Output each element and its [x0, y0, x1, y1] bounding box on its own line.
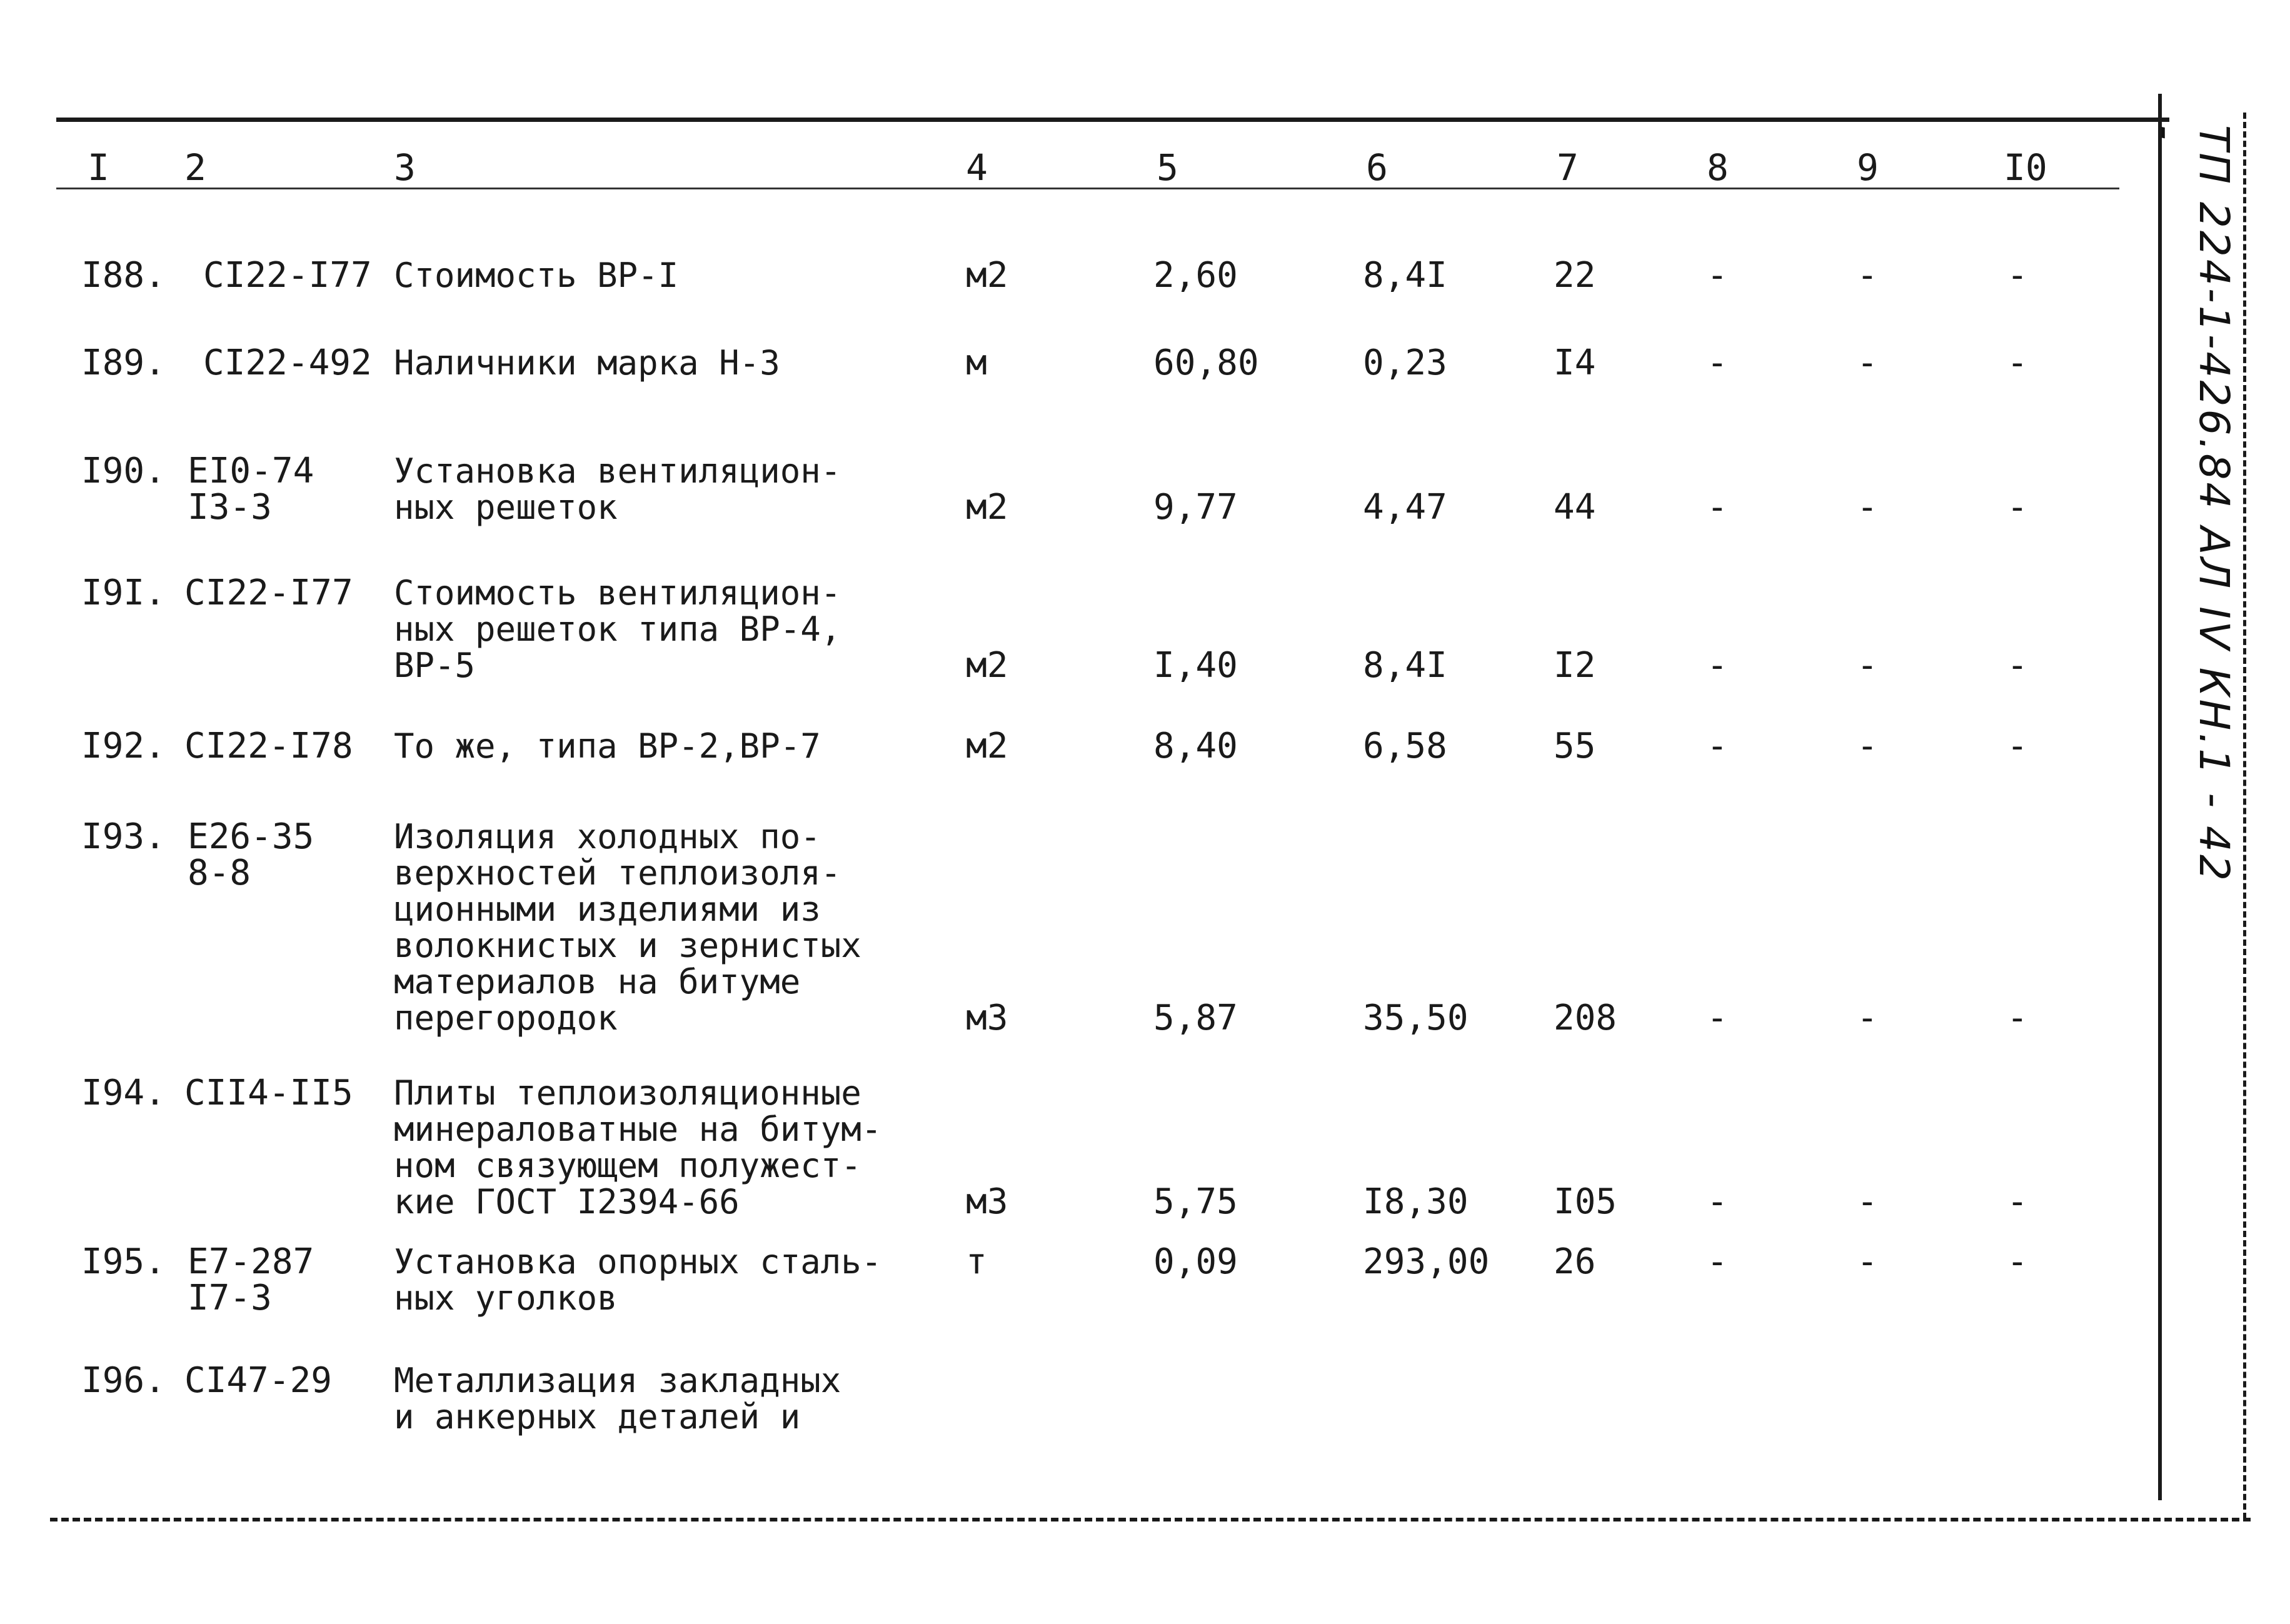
column-header-4: 4 [966, 146, 988, 189]
column-header-1: I [88, 146, 109, 189]
header-underline [56, 188, 2119, 189]
row-8-desc: Установка опорных сталь- ных уголков [394, 1242, 882, 1318]
row-7-c6: I8,30 [1363, 1181, 1469, 1222]
row-9-no: I96. [81, 1360, 166, 1401]
row-6-c10: - [2007, 998, 2028, 1038]
row-3-c9: - [1857, 487, 1878, 528]
row-6-c5: 5,87 [1153, 998, 1238, 1038]
row-2-c10: - [2007, 343, 2028, 383]
row-6-no: I93. [81, 816, 166, 857]
column-header-2: 2 [184, 146, 206, 189]
row-6-code: E26-35 8-8 [188, 816, 314, 893]
row-1-c7: 22 [1554, 255, 1596, 296]
row-4-c7: I2 [1554, 645, 1596, 686]
row-8-c7: 26 [1554, 1241, 1596, 1282]
row-8-no: I95. [81, 1241, 166, 1282]
row-4-code: CI22-I77 [184, 573, 353, 613]
column-header-7: 7 [1557, 146, 1579, 189]
row-5-c7: 55 [1554, 726, 1596, 766]
row-3-unit: м2 [966, 487, 1008, 528]
table-top-rule [56, 118, 2169, 122]
row-7-desc: Плиты теплоизоляционные минераловатные на битум- ном связующем полужест- кие ГОСТ I2394-66 [394, 1073, 882, 1221]
row-2-c6: 0,23 [1363, 343, 1447, 383]
row-6-unit: м3 [966, 998, 1008, 1038]
row-5-c5: 8,40 [1153, 726, 1238, 766]
row-8-c9: - [1857, 1241, 1878, 1282]
row-3-desc: Установка вентиляцион- ных решеток [394, 451, 841, 527]
row-8-c6: 293,00 [1363, 1241, 1490, 1282]
row-5-unit: м2 [966, 726, 1008, 766]
row-4-no: I9I. [81, 573, 166, 613]
row-5-c8: - [1707, 726, 1728, 766]
row-6-c6: 35,50 [1363, 998, 1469, 1038]
row-1-code: CI22-I77 [203, 255, 372, 296]
row-7-c5: 5,75 [1153, 1181, 1238, 1222]
document-code-label: ТП 224-1-426.84 АЛ IV КН.1 - 42 - [2142, 125, 2238, 883]
row-4-c9: - [1857, 645, 1878, 686]
row-1-c8: - [1707, 255, 1728, 296]
margin-frame-rule [2243, 113, 2246, 1519]
row-1-unit: м2 [966, 255, 1008, 296]
row-2-c5: 60,80 [1153, 343, 1259, 383]
row-4-c6: 8,4I [1363, 645, 1447, 686]
row-6-c8: - [1707, 998, 1728, 1038]
row-6-desc: Изоляция холодных по- верхностей теплоизоля- ционными изделиями из волокнистых и зернистых материалов на битуме перегородок [394, 817, 861, 1038]
row-3-c7: 44 [1554, 487, 1596, 528]
row-7-c9: - [1857, 1181, 1878, 1222]
row-2-c9: - [1857, 343, 1878, 383]
row-5-c6: 6,58 [1363, 726, 1447, 766]
row-6-c7: 208 [1554, 998, 1617, 1038]
row-5-c9: - [1857, 726, 1878, 766]
row-4-c8: - [1707, 645, 1728, 686]
row-5-code: CI22-I78 [184, 726, 353, 766]
row-5-no: I92. [81, 726, 166, 766]
row-3-no: I90. [81, 451, 166, 491]
row-3-c6: 4,47 [1363, 487, 1447, 528]
row-4-desc: Стоимость вентиляцион- ных решеток типа ВР-4, ВР-5 [394, 573, 841, 685]
row-7-c10: - [2007, 1181, 2028, 1222]
table-right-rule [2158, 94, 2162, 1500]
row-1-desc: Стоимость ВР-I [394, 256, 679, 295]
row-5-c10: - [2007, 726, 2028, 766]
row-1-c9: - [1857, 255, 1878, 296]
row-7-no: I94. [81, 1073, 166, 1113]
column-header-9: 9 [1857, 146, 1879, 189]
column-header-10: I0 [2004, 146, 2047, 189]
row-8-unit: т [966, 1241, 987, 1282]
row-3-c8: - [1707, 487, 1728, 528]
row-3-code: EI0-74 I3-3 [188, 451, 314, 528]
row-1-no: I88. [81, 255, 166, 296]
row-7-code: CII4-II5 [184, 1073, 353, 1113]
column-header-8: 8 [1707, 146, 1729, 189]
row-6-c9: - [1857, 998, 1878, 1038]
row-5-desc: То же, типа ВР-2,ВР-7 [394, 726, 821, 766]
row-8-c10: - [2007, 1241, 2028, 1282]
row-3-c5: 9,77 [1153, 487, 1238, 528]
row-1-c5: 2,60 [1153, 255, 1238, 296]
row-7-c7: I05 [1554, 1181, 1617, 1222]
row-9-code: CI47-29 [184, 1360, 333, 1401]
row-1-c6: 8,4I [1363, 255, 1447, 296]
row-8-c5: 0,09 [1153, 1241, 1238, 1282]
table-bottom-rule [50, 1518, 2251, 1521]
row-2-desc: Наличники марка Н-3 [394, 343, 780, 383]
row-4-c5: I,40 [1153, 645, 1238, 686]
row-4-c10: - [2007, 645, 2028, 686]
row-8-code: E7-287 I7-3 [188, 1241, 314, 1318]
row-7-unit: м3 [966, 1181, 1008, 1222]
row-4-unit: м2 [966, 645, 1008, 686]
row-1-c10: - [2007, 255, 2028, 296]
row-2-c7: I4 [1554, 343, 1596, 383]
row-8-c8: - [1707, 1241, 1728, 1282]
row-2-code: CI22-492 [203, 343, 372, 383]
row-2-unit: м [966, 343, 987, 383]
column-header-5: 5 [1157, 146, 1178, 189]
row-3-c10: - [2007, 487, 2028, 528]
row-2-no: I89. [81, 343, 166, 383]
column-header-6: 6 [1366, 146, 1388, 189]
column-header-3: 3 [394, 146, 416, 189]
row-9-desc: Металлизация закладных и анкерных деталей и [394, 1361, 841, 1436]
row-2-c8: - [1707, 343, 1728, 383]
row-7-c8: - [1707, 1181, 1728, 1222]
